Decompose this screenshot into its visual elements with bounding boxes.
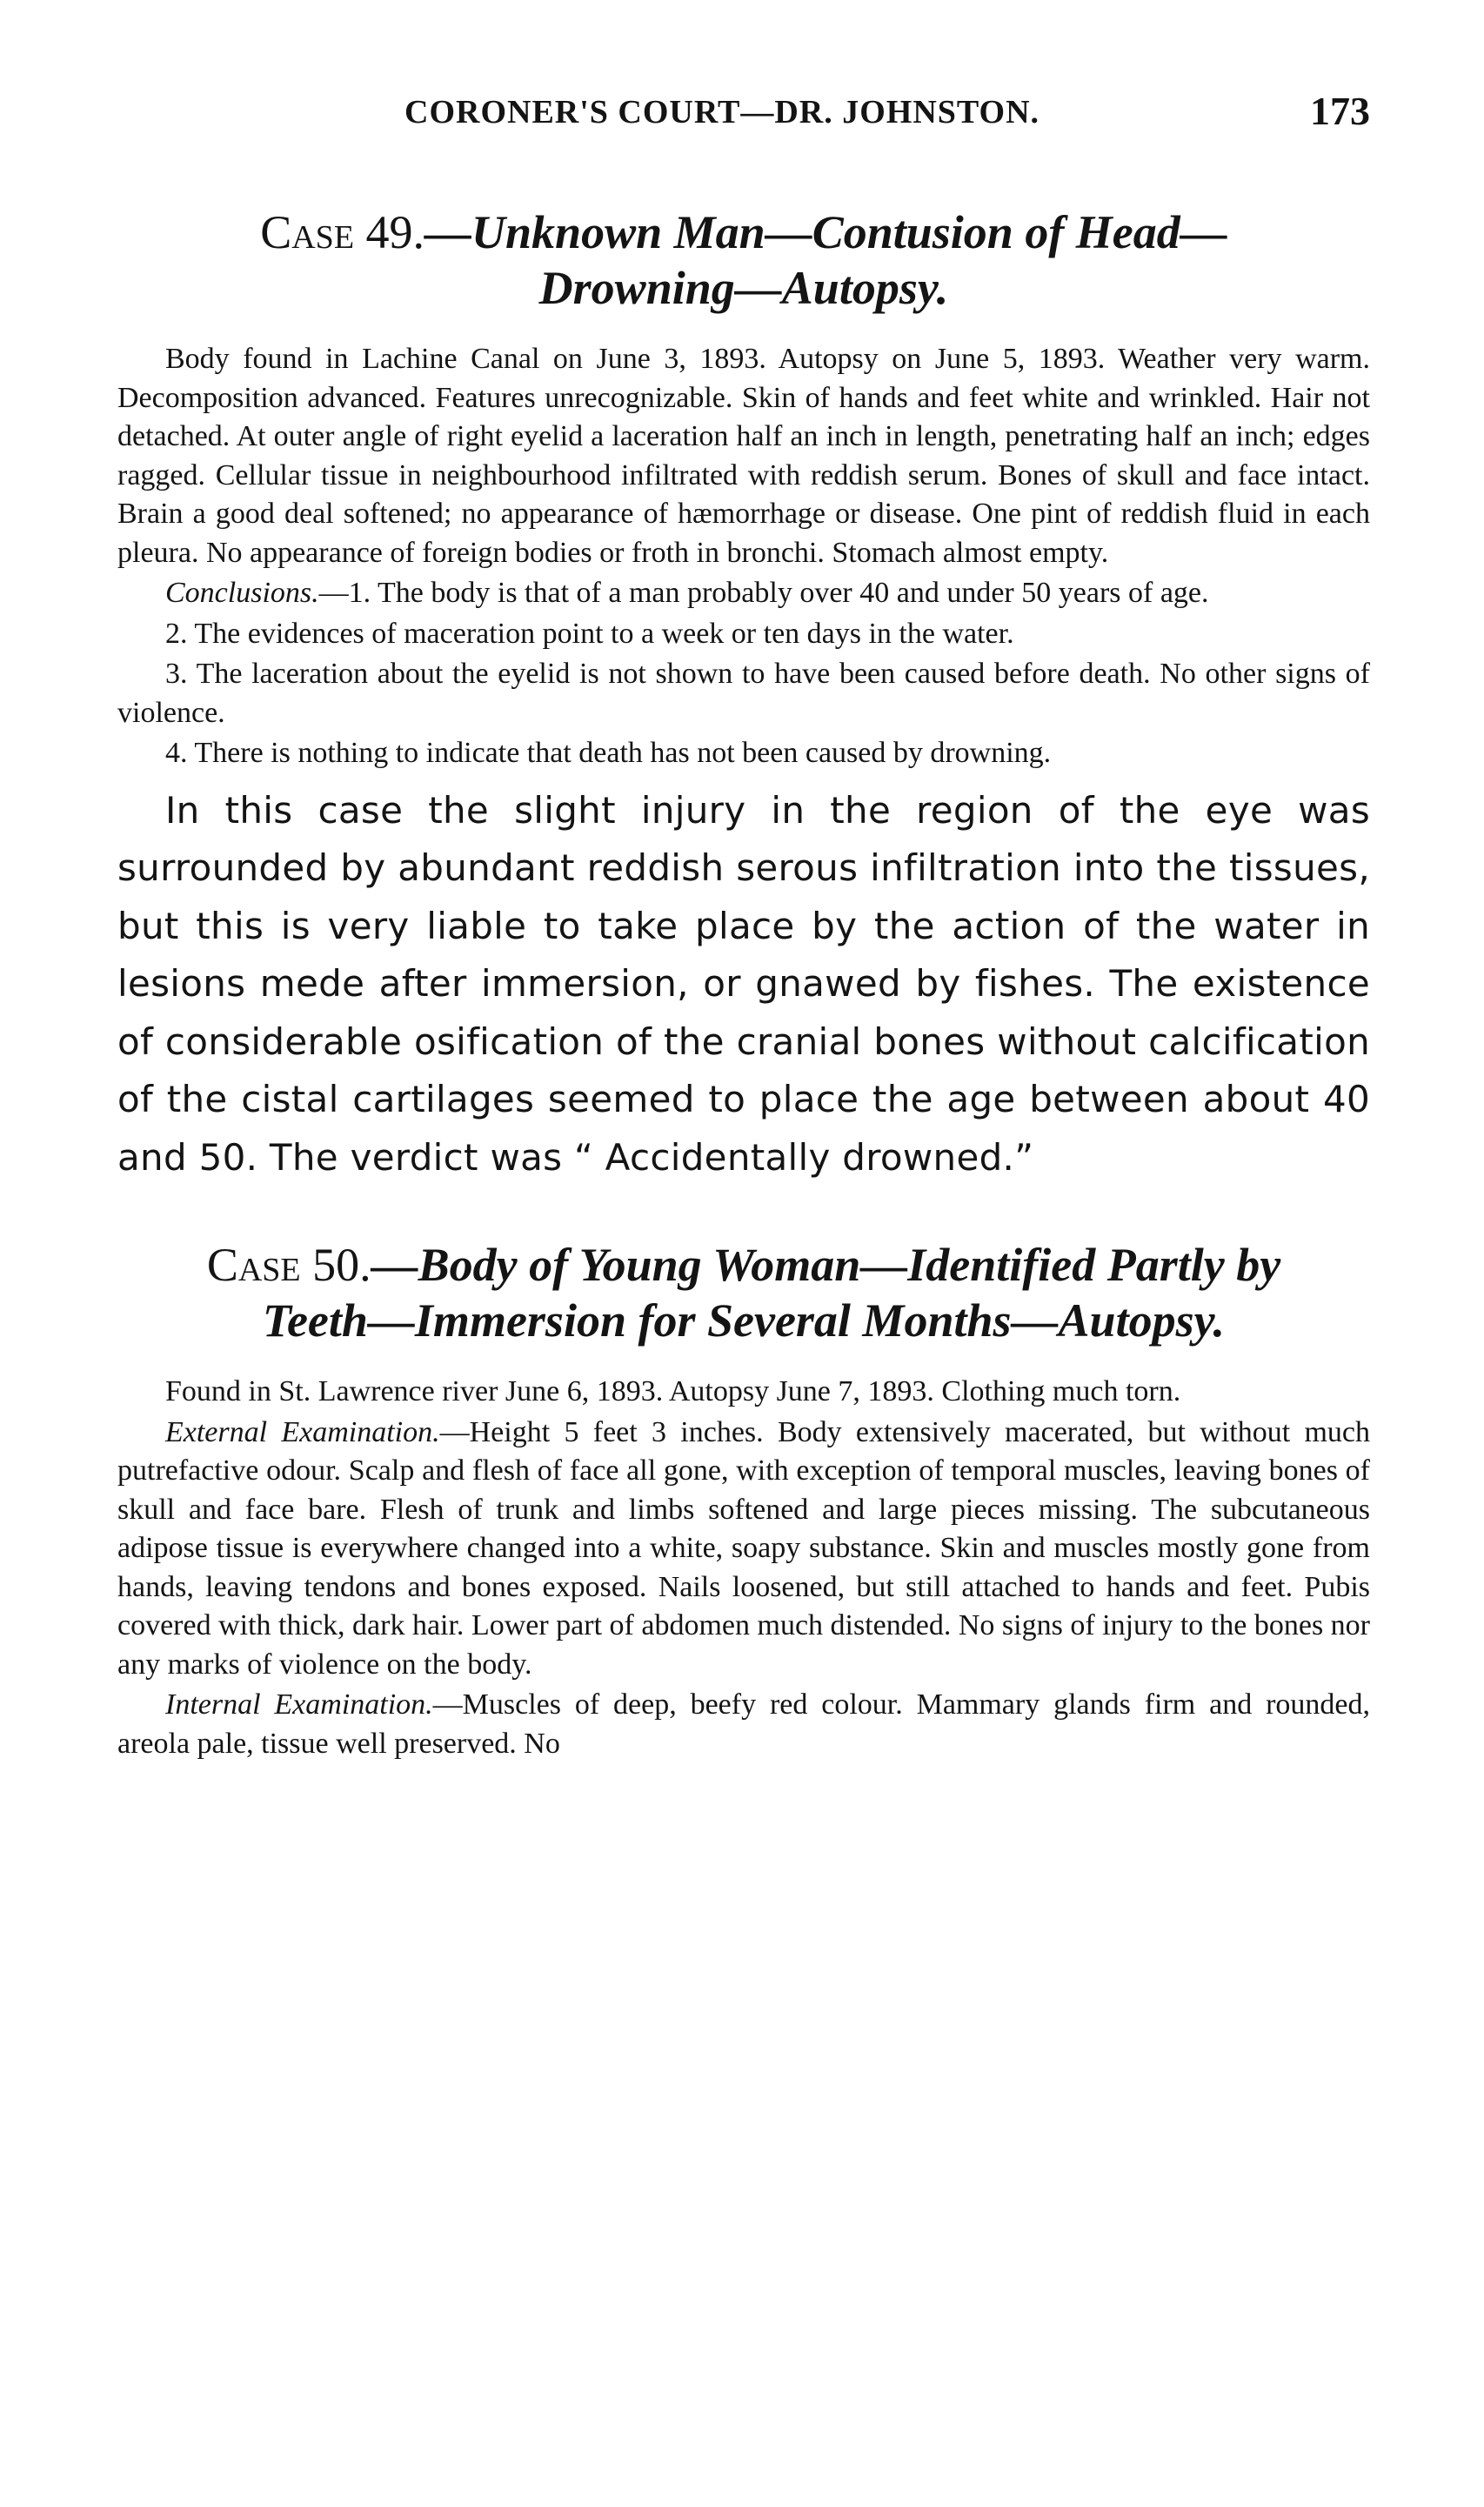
case-49-conclusion-3: 3. The laceration about the eyelid is not shown to have been caused before death. No other signs of violence.	[117, 658, 1370, 729]
case-49-subject-line1: —Unknown Man—Contusion of Head—	[424, 206, 1227, 258]
page-number: 173	[1310, 89, 1370, 133]
case-50-heading	[117, 1237, 1370, 1348]
external-examination-text: —Height 5 feet 3 inches. Body extensively macerated, but without much putrefactive odour. Scalp and flesh of face all gone, with exception of temporal muscles, leaving bones of skull and face bare. Flesh of trunk and limbs softened and large pieces missing. The subcutaneous adipose tissue is everywhere changed into a white, soapy substance. Skin and muscles mostly gone from hands, leaving tendons and bones exposed. Nails loosened, but still attached to hands and feet. Pubis covered with thick, dark hair. Lower part of abdomen much distended. No signs of injury to the bones nor any marks of violence on the body.	[117, 1415, 1370, 1681]
running-title: CORONER'S COURT—DR. JOHNSTON.	[404, 94, 1040, 130]
case-49-commentary: In this case the slight injury in the region of the eye was surrounded by abundant reddish serous infiltration into the tissues, but this is very liable to take place by the action of the water in lesions mede after immersion, or gnawed by fishes. The existence of considerable osification of the cranial bones without calcification of the cistal cartilages seemed to place the age between about 40 and 50. The verdict was “ Accidentally drowned.”	[117, 788, 1370, 1179]
case-50-intro: Found in St. Lawrence river June 6, 1893. Autopsy June 7, 1893. Clothing much torn.	[165, 1375, 1181, 1407]
case-50-subject-line2: Teeth—Immersion for Several Months—Autopsy.	[262, 1294, 1226, 1347]
case-50-external-examination	[117, 1414, 1370, 1685]
case-50-subject-line1: —Body of Young Woman—Identified Partly by	[371, 1239, 1281, 1291]
case-50-label: Case 50.	[206, 1239, 371, 1291]
case-50-internal-examination	[117, 1686, 1370, 1763]
case-49-body: Body found in Lachine Canal on June 3, 1893. Autopsy on June 5, 1893. Weather very warm. Decomposition advanced. Features unrecognizable. Skin of hands and feet white and wrinkled. Hair not detached. At outer angle of right eyelid a laceration half an inch in length, penetrating half an inch; edges ragged. Cellular tissue in neighbourhood infiltrated with reddish serum. Bones of skull and face intact. Brain a good deal softened; no appearance of hæmorrhage or disease. One pint of reddish fluid in each pleura. No appearance of foreign bodies or froth in bronchi. Stomach almost empty.	[117, 343, 1370, 569]
case-49-conclusion-1	[117, 574, 1370, 613]
book-page	[117, 83, 1370, 1763]
case-49-conclusion-2: 2. The evidences of maceration point to a week or ten days in the water.	[165, 617, 1014, 650]
case-49-heading	[117, 204, 1370, 316]
internal-examination-text: —Muscles of deep, beefy red colour. Mammary glands firm and rounded, areola pale, tissue well preserved. No	[117, 1688, 1370, 1760]
external-examination-label: External Examination.	[165, 1415, 440, 1448]
case-49-subject-line2: Drowning—Autopsy.	[538, 262, 949, 314]
internal-examination-label: Internal Examination.	[165, 1688, 433, 1721]
case-49-label: Case 49.	[260, 206, 425, 258]
running-head	[117, 83, 1370, 144]
conclusions-label: Conclusions.	[165, 577, 319, 609]
case-49-conclusion-4: 4. There is nothing to indicate that death has not been caused by drowning.	[165, 737, 1052, 769]
conclusion-1-text: —1. The body is that of a man probably over 40 and under 50 years of age.	[318, 577, 1209, 609]
